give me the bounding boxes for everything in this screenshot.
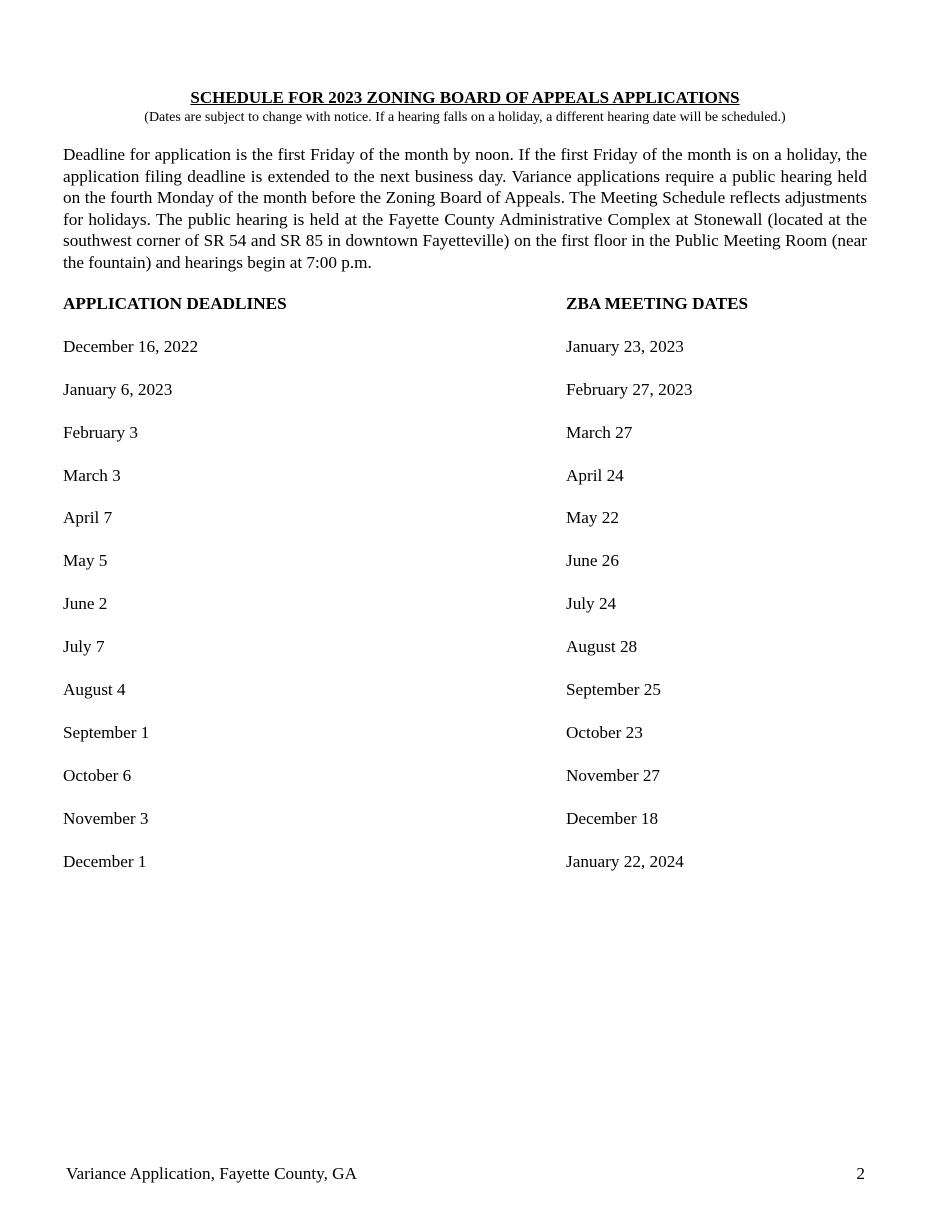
meeting-cell: December 18 [566,808,659,828]
table-row [63,680,867,723]
meeting-cell: May 22 [566,508,619,528]
footer-label: Variance Application, Fayette County, GA [66,1164,358,1183]
table-row [63,466,867,509]
deadline-cell: November 3 [63,808,149,828]
deadlines-column-header: APPLICATION DEADLINES [63,294,287,313]
meeting-cell: June 26 [566,551,619,571]
deadline-cell: December 1 [63,851,147,871]
schedule-table [63,294,867,894]
document-page [63,88,867,894]
table-row [63,594,867,637]
table-row [63,423,867,466]
page-subtitle: (Dates are subject to change with notice. If a hearing falls on a holiday, a different hearing date will be scheduled.) [144,110,786,125]
deadline-cell: January 6, 2023 [63,379,173,399]
deadline-cell: December 16, 2022 [63,336,199,356]
page-title: SCHEDULE FOR 2023 ZONING BOARD OF APPEALS APPLICATIONS [190,88,740,107]
meeting-cell: January 23, 2023 [566,336,684,356]
meeting-cell: October 23 [566,722,643,742]
page-number: 2 [856,1164,865,1183]
table-row [63,380,867,423]
meeting-cell: September 25 [566,680,661,700]
deadline-cell: April 7 [63,508,113,528]
meeting-cell: March 27 [566,422,633,442]
deadline-cell: August 4 [63,680,126,700]
deadline-cell: June 2 [63,594,108,614]
meeting-cell: February 27, 2023 [566,379,693,399]
table-row [63,337,867,380]
schedule-header-row [63,294,867,337]
meeting-cell: July 24 [566,594,617,614]
deadline-cell: September 1 [63,722,150,742]
intro-paragraph: Deadline for application is the first Friday of the month by noon. If the first Friday of the month is on a holiday, the application filing deadline is extended to the next business day. Variance applications require a public hearing held on the fourth Monday of the month before the Zoning Board of Appeals. The Meeting Schedule reflects adjustments for holidays. The public hearing is held at the Fayette County Administrative Complex at Stonewall (located at the southwest corner of SR 54 and SR 85 in downtown Fayetteville) on the first floor in the Public Meeting Room (near the fountain) and hearings begin at 7:00 p.m. [63,145,867,272]
deadline-cell: March 3 [63,465,121,485]
deadline-cell: October 6 [63,765,132,785]
deadline-cell: February 3 [63,422,138,442]
table-row [63,809,867,852]
table-row [63,723,867,766]
table-row [63,852,867,895]
table-row [63,551,867,594]
deadline-cell: May 5 [63,551,108,571]
table-row [63,637,867,680]
meeting-cell: November 27 [566,765,661,785]
table-row [63,766,867,809]
deadline-cell: July 7 [63,637,105,657]
meeting-cell: January 22, 2024 [566,851,684,871]
table-row [63,508,867,551]
meetings-column-header: ZBA MEETING DATES [566,294,749,313]
meeting-cell: August 28 [566,637,638,657]
meeting-cell: April 24 [566,465,624,485]
page-footer [66,1164,865,1184]
